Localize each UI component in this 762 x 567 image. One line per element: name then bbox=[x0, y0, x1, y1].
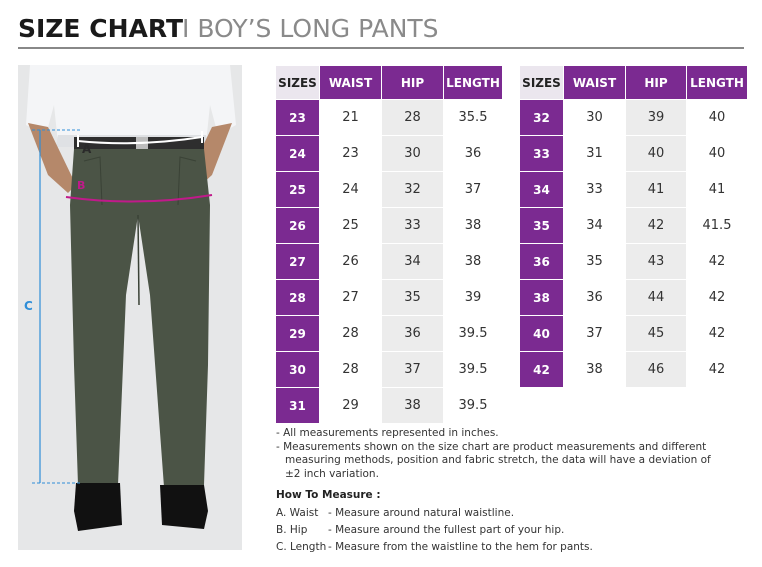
col-header-hip: HIP bbox=[382, 66, 444, 100]
cell-hip: 32 bbox=[382, 172, 444, 208]
table-row bbox=[520, 280, 748, 316]
table-row bbox=[276, 280, 503, 316]
col-header-sizes: SIZES bbox=[276, 66, 320, 100]
table-row bbox=[276, 100, 503, 136]
cell-length: 37 bbox=[444, 172, 503, 208]
cell-hip: 30 bbox=[382, 136, 444, 172]
size-table-1 bbox=[275, 65, 503, 424]
cell-waist: 34 bbox=[564, 208, 626, 244]
col-header-waist: WAIST bbox=[564, 66, 626, 100]
measurement-notes bbox=[276, 427, 746, 481]
cell-size: 42 bbox=[520, 352, 564, 388]
cell-length: 42 bbox=[687, 352, 748, 388]
cell-length: 35.5 bbox=[444, 100, 503, 136]
table-row bbox=[520, 352, 748, 388]
header-divider bbox=[18, 47, 744, 49]
table-header-row bbox=[276, 66, 503, 100]
cell-length: 42 bbox=[687, 280, 748, 316]
table-row bbox=[276, 136, 503, 172]
cell-waist: 35 bbox=[564, 244, 626, 280]
how-to-item-length bbox=[276, 541, 593, 553]
cell-size: 38 bbox=[520, 280, 564, 316]
cell-length: 42 bbox=[687, 244, 748, 280]
how-to-item-hip bbox=[276, 524, 564, 536]
cell-hip: 33 bbox=[382, 208, 444, 244]
cell-hip: 44 bbox=[626, 280, 687, 316]
how-to-key: C. Length bbox=[276, 541, 327, 553]
cell-hip: 46 bbox=[626, 352, 687, 388]
cell-hip: 28 bbox=[382, 100, 444, 136]
table-header-row bbox=[520, 66, 748, 100]
cell-length: 41 bbox=[687, 172, 748, 208]
cell-size: 23 bbox=[276, 100, 320, 136]
table-row bbox=[276, 388, 503, 424]
cell-length: 39 bbox=[444, 280, 503, 316]
cell-waist: 36 bbox=[564, 280, 626, 316]
cell-size: 24 bbox=[276, 136, 320, 172]
cell-waist: 37 bbox=[564, 316, 626, 352]
cell-hip: 43 bbox=[626, 244, 687, 280]
cell-hip: 34 bbox=[382, 244, 444, 280]
dimension-label-b: B bbox=[77, 179, 86, 192]
table-row bbox=[276, 316, 503, 352]
cell-length: 40 bbox=[687, 136, 748, 172]
cell-waist: 24 bbox=[320, 172, 382, 208]
cell-waist: 31 bbox=[564, 136, 626, 172]
cell-size: 34 bbox=[520, 172, 564, 208]
table-row bbox=[520, 172, 748, 208]
cell-hip: 38 bbox=[382, 388, 444, 424]
note-deviation-1: - Measurements shown on the size chart are product measurements and different bbox=[276, 440, 707, 453]
cell-waist: 29 bbox=[320, 388, 382, 424]
how-to-desc: - Measure around natural waistline. bbox=[328, 507, 515, 519]
cell-length: 41.5 bbox=[687, 208, 748, 244]
col-header-length: LENGTH bbox=[687, 66, 748, 100]
cell-size: 26 bbox=[276, 208, 320, 244]
cell-hip: 36 bbox=[382, 316, 444, 352]
pants-illustration bbox=[18, 65, 242, 550]
table-row bbox=[520, 316, 748, 352]
cell-hip: 40 bbox=[626, 136, 687, 172]
table-row bbox=[520, 244, 748, 280]
note-deviation-2: measuring methods, position and fabric stretch, the data will have a deviation of bbox=[285, 454, 711, 466]
table-row bbox=[520, 208, 748, 244]
cell-waist: 28 bbox=[320, 316, 382, 352]
cell-waist: 23 bbox=[320, 136, 382, 172]
cell-size: 29 bbox=[276, 316, 320, 352]
table-row bbox=[276, 244, 503, 280]
how-to-desc: - Measure around the fullest part of your hip. bbox=[328, 524, 565, 536]
how-to-item-waist bbox=[276, 507, 514, 519]
cell-size: 31 bbox=[276, 388, 320, 424]
cell-length: 38 bbox=[444, 208, 503, 244]
cell-length: 39.5 bbox=[444, 352, 503, 388]
col-header-length: LENGTH bbox=[444, 66, 503, 100]
page-subtitle: I BOY’S LONG PANTS bbox=[182, 14, 439, 43]
table-row bbox=[276, 172, 503, 208]
cell-size: 36 bbox=[520, 244, 564, 280]
cell-size: 33 bbox=[520, 136, 564, 172]
cell-size: 32 bbox=[520, 100, 564, 136]
table-row bbox=[520, 136, 748, 172]
cell-hip: 35 bbox=[382, 280, 444, 316]
how-to-key: B. Hip bbox=[276, 524, 308, 536]
size-table-2 bbox=[519, 65, 748, 388]
cell-length: 42 bbox=[687, 316, 748, 352]
cell-length: 40 bbox=[687, 100, 748, 136]
table-row bbox=[276, 352, 503, 388]
cell-size: 25 bbox=[276, 172, 320, 208]
page-title: SIZE CHART bbox=[18, 14, 184, 43]
cell-length: 38 bbox=[444, 244, 503, 280]
cell-size: 40 bbox=[520, 316, 564, 352]
dimension-label-a: A bbox=[82, 142, 92, 156]
cell-hip: 37 bbox=[382, 352, 444, 388]
header bbox=[18, 14, 744, 50]
product-photo bbox=[18, 65, 242, 550]
cell-waist: 25 bbox=[320, 208, 382, 244]
cell-waist: 33 bbox=[564, 172, 626, 208]
cell-hip: 41 bbox=[626, 172, 687, 208]
how-to-measure-title: How To Measure : bbox=[276, 489, 381, 501]
cell-waist: 28 bbox=[320, 352, 382, 388]
cell-waist: 26 bbox=[320, 244, 382, 280]
cell-size: 35 bbox=[520, 208, 564, 244]
cell-waist: 38 bbox=[564, 352, 626, 388]
cell-waist: 30 bbox=[564, 100, 626, 136]
cell-length: 39.5 bbox=[444, 316, 503, 352]
how-to-key: A. Waist bbox=[276, 507, 319, 519]
dimension-label-c: C bbox=[24, 299, 33, 313]
cell-size: 28 bbox=[276, 280, 320, 316]
cell-waist: 21 bbox=[320, 100, 382, 136]
col-header-hip: HIP bbox=[626, 66, 687, 100]
cell-size: 27 bbox=[276, 244, 320, 280]
cell-size: 30 bbox=[276, 352, 320, 388]
table-row bbox=[276, 208, 503, 244]
note-deviation-3: ±2 inch variation. bbox=[285, 467, 379, 480]
col-header-sizes: SIZES bbox=[520, 66, 564, 100]
cell-hip: 45 bbox=[626, 316, 687, 352]
col-header-waist: WAIST bbox=[320, 66, 382, 100]
how-to-desc: - Measure from the waistline to the hem for pants. bbox=[328, 541, 593, 553]
note-inches: - All measurements represented in inches. bbox=[276, 427, 499, 439]
cell-length: 36 bbox=[444, 136, 503, 172]
cell-length: 39.5 bbox=[444, 388, 503, 424]
cell-waist: 27 bbox=[320, 280, 382, 316]
cell-hip: 39 bbox=[626, 100, 687, 136]
cell-hip: 42 bbox=[626, 208, 687, 244]
table-row bbox=[520, 100, 748, 136]
